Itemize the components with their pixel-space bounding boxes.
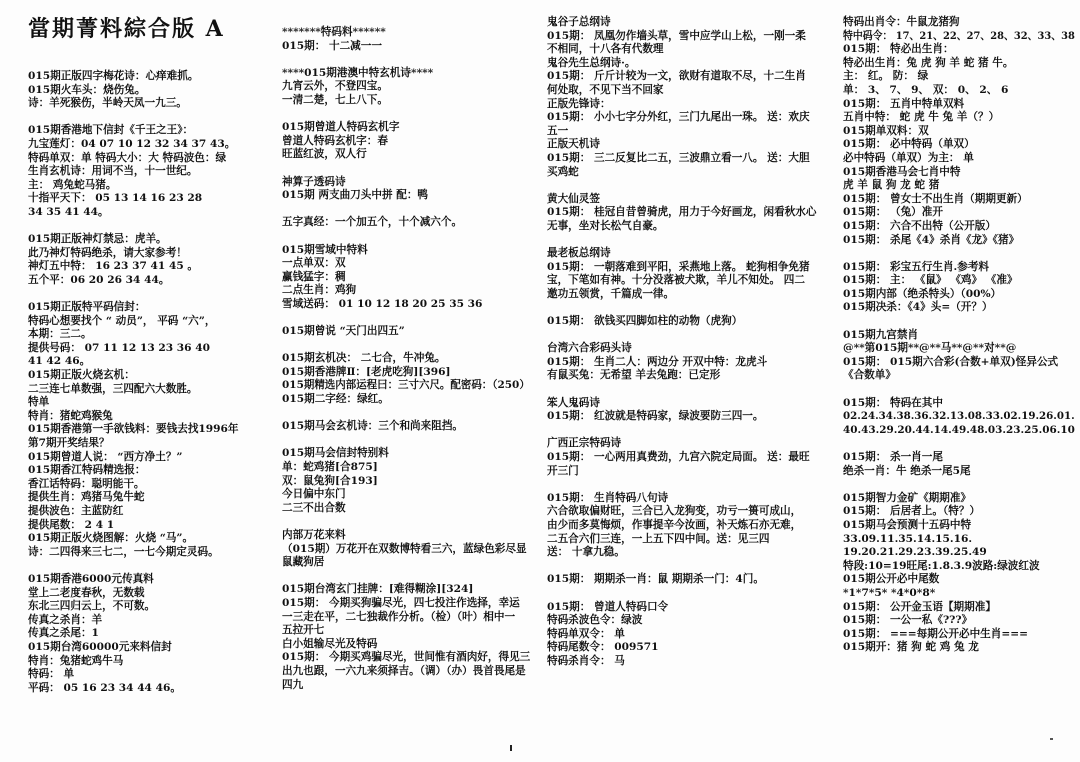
text-line: 015期正版四字梅花诗：心痒难抓。 [28,70,199,82]
text-line: 015期： 公开金玉语【期期准】 [843,600,996,613]
text-line: 015期： 小小七字分外红，三门九尾出一珠。 送：欢庆 [547,111,810,124]
text-line: 宝，下笔如有神。十分没落被犬欺，羊儿不知处。 四二 [547,274,805,287]
line-spacer [843,383,1075,397]
text-line: 送： 十拿九稳。 [547,546,625,559]
text-line: 015期： 杀一肖一尾 [843,451,943,463]
text-line: 015期： 红波就是特码家，绿波要防三四一。 [547,410,764,423]
line-spacer [282,515,530,529]
text-line: 015期正版火烧图解：火烧 “马”。 [28,532,194,545]
line-spacer [282,108,530,122]
text-line: 特码尾数令： 009571 [547,641,659,654]
line-spacer [843,315,1075,329]
text-line: 015期： 曾道人特码口令 [547,600,669,613]
text-line: 最老板总纲诗 [547,247,611,260]
text-line: 特码单双令： 单 [547,627,625,640]
text-line: 015期： 一朝落难到平阳，采燕地上落。 蛇狗相争免猪 [547,260,810,273]
line-spacer [843,437,1075,451]
page-title: 當期菁料綜合版 A [28,16,225,42]
text-line: 015期： 欲钱买四脚如柱的动物（虎狗） [547,315,743,328]
text-line: 二点生肖：鸡狗 [282,284,357,297]
text-line: 提供波色：主蓝防红 [28,505,124,517]
text-line: 正版先锋诗： [547,97,611,110]
line-spacer [547,179,839,193]
text-line: 主： 鸡兔蛇马猪。 [28,178,117,191]
text-line: 015期 两支曲刀头中拼 配：鸭 [282,189,429,202]
text-line: 015期： 一心两用真费劲，九宫六院定局面。 送：最旺 [547,451,810,463]
text-line: 015期： 特码在其中 [843,396,943,409]
text-line: 特肖：猪蛇鸡猴兔 [28,409,113,422]
text-line: 特码杀肖令： 马 [547,654,625,667]
text-line: 015期马会玄机诗：三个和尚来阻挡。 [282,420,464,433]
text-line: 015期二字经：绿红。 [282,393,389,406]
text-line: 第7期开奖结果？ [28,437,110,450]
text-line: 015期： 斤斤计较为一文，欲财有道取不尽，十二生肖 [547,70,806,83]
text-line: 有鼠买兔：无希望 羊去兔跑：已定形 [547,369,721,382]
text-line: 015期： 桂冠自昔曾骑虎，用力于今好画龙，闲看秋水心 [547,206,817,219]
text-line: 015期正版火烧玄机： [28,369,135,382]
line-spacer [282,53,530,67]
text-line: 015期： 十二减一一 [282,39,382,52]
text-line: 二三连七单数强，三四配六大数胜。 [28,382,198,395]
text-line: 015期内部（绝杀特头）（00%） [843,287,1002,300]
text-line: 015期公开必中尾数 [843,573,940,586]
text-line: 015期： 015期六合彩(合数+单双)怪异公式 [843,355,1059,368]
text-line: 015期： （兔）准开 [843,206,943,219]
text-line: 不相同，十八各有代数理 [547,43,664,56]
text-line: 015期火车头：烧伤兔。 [28,83,146,96]
text-line: 诗：二四得来三七二，一七今期定灵码。 [28,545,219,558]
text-line: 015期： 后居者上。（特？） [843,505,981,518]
text-line: 特单 [28,396,50,409]
text-line: 台湾六合彩码头诗 [547,342,632,355]
text-line: 九宝莲灯：04 07 10 12 32 34 37 43。 [28,137,236,150]
text-line: 诗：羊死猴伤，半岭天凤一九三。 [28,97,187,110]
line-spacer [547,587,839,601]
text-line: 一点单双：双 [282,257,346,270]
column-3 [547,0,839,762]
text-line: 02.24.34.38.36.32.13.08.33.02.19.26.01. [843,410,1075,423]
text-line: 015期香港6000元传真料 [28,572,154,585]
text-line: 内部万花来料 [282,528,346,541]
text-line: 虎 羊 鼠 狗 龙 蛇 猪 [843,179,940,192]
text-line: 邀功五领赏，千篇成一律。 [547,287,675,300]
text-line: 必中特码（单双）为主： 单 [843,151,974,164]
text-line: 015期香港第一手欲钱料：要钱去找1996年 [28,423,239,436]
text-line: 鼠藏狗居 [282,556,325,569]
text-line: 015期香港马会七肖中特 [843,165,961,178]
text-line: *1*7*5* *4*0*8* [843,586,936,599]
text-line: @**第015期**@**马**@**对**@ [843,342,1017,355]
text-line: 015期： 主： 《鼠》 《鸡》 《准》 [843,274,1018,287]
text-line: 五拉开七 [282,624,325,637]
line-spacer [547,301,839,315]
line-spacer [547,560,839,574]
text-line: 四九 [282,678,304,691]
text-line: 特中码令： 17、21、22、27、28、32、33、38 [843,29,1075,42]
text-line: 34 35 41 44。 [28,205,109,218]
text-line: 015期： 今期买狗骗尽光，四七投注作选择，幸运 [282,596,520,609]
text-line: 015期： 三二反复比二五，三波鼎立看一八。 送：大胆 [547,151,810,164]
text-line: 五肖中特： 蛇 虎 牛 兔 羊（？） [843,111,1000,124]
text-line: 东北三四归云上，不可数。 [28,600,156,613]
text-line: 出九也跟，一六九来须择吉。（调）（办）畏首畏尾是 [282,664,526,677]
text-line: ****015期港澳中特玄机诗**** [282,66,434,79]
text-line: 41 42 46。 [28,355,91,368]
text-line: 一三走在平，二七独裁作分析。（检）（叶）相中一 [282,610,516,623]
text-line: 生肖玄机诗：用词不当，十一世纪。 [28,165,198,178]
text-line: 015期台湾玄门挂牌：[难得糊涂][324] [282,583,474,596]
text-line: 015期： 杀尾《4》杀肖《龙》《猪》 [843,233,1020,246]
line-spacer [282,570,530,584]
text-line: 特必出生肖：兔 虎 狗 羊 蛇 猪 牛。 [843,56,1014,69]
text-line: 堂上二老度春秋，无数载 [28,586,145,599]
text-line: 平码： 05 16 23 34 44 46。 [28,681,181,694]
text-line: 015期： 生肖特码八句诗 [547,491,669,504]
text-line: 特肖：兔猪蛇鸡牛马 [28,654,124,667]
line-spacer [547,478,839,492]
text-line: （015期）万花开在双数博特看三六，蓝绿色彩尽显 [282,542,527,555]
line-spacer [843,247,1075,261]
line-spacer [282,203,530,217]
line-spacer [547,383,839,397]
text-line: 香江话特码：聪明能干。 [28,477,145,490]
text-line: 曾道人特码玄机字：春 [282,134,388,147]
text-line: 二五合六们三连，一上五下四中间。送：见三四 [547,532,770,545]
text-line: 015期马会信封特别料 [282,447,389,460]
line-spacer [843,478,1075,492]
line-spacer [547,329,839,343]
text-line: 015期曾道人特码玄机字 [282,121,400,134]
text-line: 主： 红。 防： 绿 [843,70,929,83]
text-line: 19.20.21.29.23.39.25.49 [843,546,987,559]
text-line: 特码单双：单 特码大小：大 特码波色：绿 [28,151,227,164]
line-spacer [282,311,530,325]
text-line: 双：鼠兔狗[合193] [282,474,378,487]
column-1 [28,0,278,762]
text-line: 015期正版特平码信封： [28,301,146,314]
text-line: 015期： ===每期公开必中生肖=== [843,627,1028,640]
text-line: 传真之杀肖：羊 [28,613,103,626]
line-spacer [282,162,530,176]
text-line: 鬼谷子总纲诗 [547,16,611,28]
text-line: 开三门 [547,464,579,477]
text-line: 《合数单》 [843,369,896,382]
line-spacer [28,220,278,234]
line-spacer [282,434,530,448]
text-line: 015期： 特必出生肖： [843,43,954,56]
text-line: 015期曾说 “天门出四五” [282,325,405,338]
text-line: 六合欲取偏财旺，三合已入龙狗变，功亏一篑可成山， [547,505,802,518]
text-line: 单： 3、 7、 9、 双： 0、 2、 6 [843,83,1009,96]
text-line: 015期： 生肖二人：两边分 开双中特：龙虎斗 [547,355,768,368]
text-line: 40.43.29.20.44.14.49.48.03.23.25.06.10 [843,423,1075,436]
line-spacer [28,111,278,125]
text-line: 黄大仙灵签 [547,192,600,205]
scan-mark [510,745,512,751]
line-spacer [282,230,530,244]
text-line: 旺蓝红波，双人行 [282,148,367,161]
text-line: 提供号码： 07 11 12 13 23 36 40 [28,341,210,354]
text-line: 本期：三二。 [28,328,92,341]
text-line: 015期台湾60000元来料信封 [28,640,172,653]
line-spacer [547,234,839,248]
text-line: 特码出肖令：牛鼠龙猪狗 [843,16,960,28]
text-line: 015期： 六合不出特（公开版） [843,219,996,232]
text-line: 015期决杀：《4》头=（开？） [843,301,993,314]
line-spacer [28,288,278,302]
text-line: 015期精选内部运程曰：三寸六尺。配密码：（250） [282,379,530,392]
text-line: 赢钱猛字：稠 [282,270,346,283]
text-line: 神灯五中特： 16 23 37 41 45 。 [28,260,198,273]
text-line: 015期： 今期买鸡骗尽光，世间惟有酒肉好，得见三 [282,651,530,664]
text-line: 特码： 单 [28,668,75,681]
text-line: 单：蛇鸡猪[合875] [282,461,378,473]
text-line: 015期单双料：双 [843,124,929,137]
text-line: 今日偏中东门 [282,488,346,501]
text-line: 五个平：06 20 26 34 44。 [28,273,170,286]
text-line: 015期： 期期杀一肖：鼠 期期杀一门：4门。 [547,573,764,586]
text-line: 由少而多莫悔烦，作事提辛今汝画，补天炼石亦无难， [547,518,802,531]
text-line: 九宵云外，不登四宝。 [282,80,388,93]
text-line: 白小姐输尽光及特码 [282,637,378,650]
text-line: 015期： 彩宝五行生肖.参考料 [843,260,990,273]
line-spacer [282,407,530,421]
text-line: 特段:10=19旺尾:1.8.3.9波路:绿波红波 [843,559,1040,572]
text-line: 何处取，不见下当不回家 [547,83,664,96]
text-line: 此乃神灯特码绝杀，请大家参考！ [28,246,187,259]
text-line: 一清二楚，七上八下。 [282,93,388,106]
text-line: 五一 [547,124,569,137]
text-line: 无事，坐对长松气自豪。 [547,219,664,232]
scan-mark [1050,738,1053,740]
text-line: 33.09.11.35.14.15.16. [843,532,973,545]
text-line: 笨人鬼码诗 [547,396,600,409]
text-line: 015期香港牌Ⅱ：[老虎吃狗][396] [282,365,451,378]
text-line: 015期香港地下信封《千王之王》： [28,124,194,137]
text-line: 十指平天下： 05 13 14 16 23 28 [28,192,203,205]
text-line: 特码心想要找个 “ 动员”， 平码 “六”， [28,314,216,327]
line-spacer [282,339,530,353]
text-line: 015期： 一公一私《???》 [843,614,973,627]
text-line: 015期智力金矿《期期准》 [843,491,972,504]
text-line: 015期： 必中特码（单双） [843,138,975,151]
text-line: 广西正宗特码诗 [547,437,622,450]
text-line: 015期开：猪 狗 蛇 鸡 兔 龙 [843,641,979,654]
text-line: 提供生肖：鸡猪马兔牛蛇 [28,491,145,504]
text-line: *******特码料****** [282,26,386,38]
text-line: 提供尾数： 2 4 1 [28,518,115,531]
text-line: 015期马会预测十五码中特 [843,518,972,531]
text-line: 015期香江特码精选报： [28,464,146,477]
text-line: 015期： 凤凰勿作墙头草，雪中应学山上松，一刚一柔 [547,29,806,42]
text-line: 015期雪域中特料 [282,243,368,256]
text-line: 买鸡蛇 [547,165,579,178]
text-line: 015期九宫禁肖 [843,328,919,341]
text-line: 神算子透码诗 [282,175,346,188]
column-2 [282,0,530,762]
text-line: 015期： 五肖中特单双料 [843,97,965,110]
text-line: 015期： 曾女士不出生肖（期期更新） [843,192,1028,205]
text-line: 015期正版神灯禁忌：虎羊。 [28,233,167,246]
text-line: 传真之杀尾：1 [28,627,99,640]
line-spacer [547,424,839,438]
text-line: 015期曾道人说： “西方净土？” [28,450,183,463]
text-line: 绝杀一肖：牛 绝杀一尾5尾 [843,464,971,477]
column-4 [843,0,1075,762]
text-line: 二三不出合数 [282,501,346,514]
text-line: 鬼谷先生总纲诗·。 [547,56,636,69]
text-line: 特码杀波色令：绿波 [547,614,643,627]
text-line: 正版天机诗 [547,138,600,151]
line-spacer [28,559,278,573]
text-line: 雪域送码： 01 10 12 18 20 25 35 36 [282,297,483,310]
text-line: 015期玄机决： 二七合，牛冲兔。 [282,352,446,365]
text-line: 五字真经：一个加五个，十个减六个。 [282,216,463,229]
